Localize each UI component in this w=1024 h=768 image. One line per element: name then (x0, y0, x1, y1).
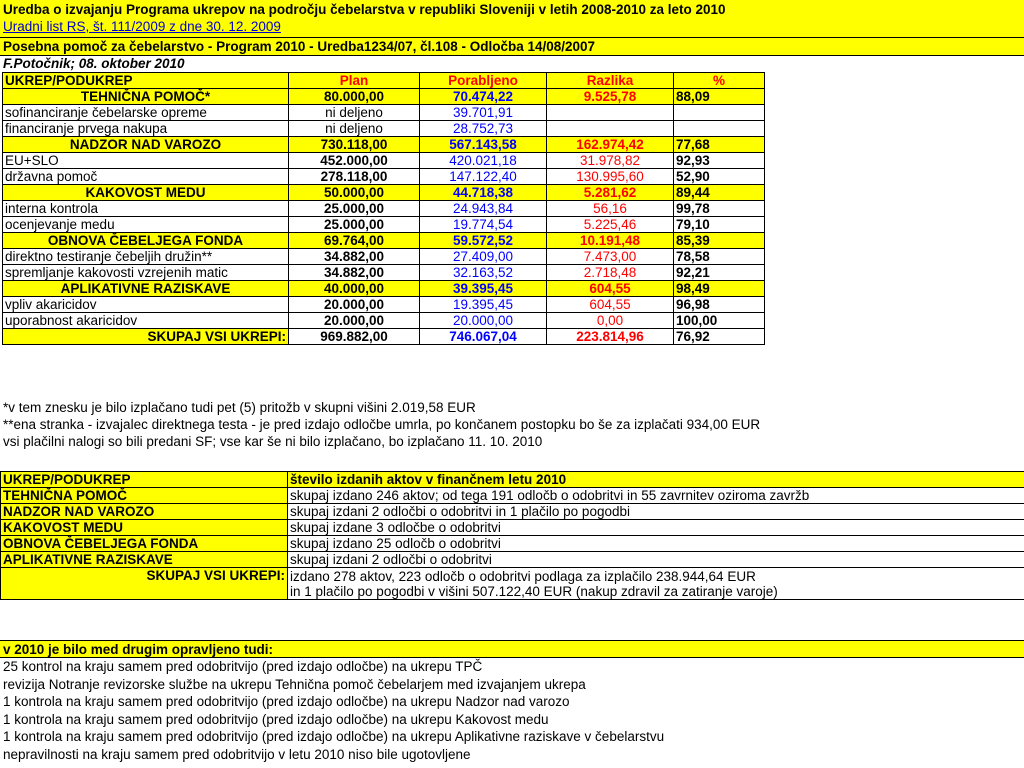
plan-cell: 34.882,00 (289, 265, 420, 281)
acts-total-text (288, 568, 1024, 600)
acts-row (1, 552, 1024, 568)
acts-table (0, 471, 1024, 600)
table-row (3, 169, 765, 185)
measure-name: TEHNIČNA POMOČ* (3, 89, 289, 105)
measure-name: NADZOR NAD VAROZO (1, 504, 288, 520)
table-row (3, 105, 765, 121)
plan-cell: 730.118,00 (289, 137, 420, 153)
table-row (3, 153, 765, 169)
pct-cell (674, 105, 765, 121)
used-cell: 32.163,52 (420, 265, 547, 281)
plan-cell: 80.000,00 (289, 89, 420, 105)
diff-cell: 31.978,82 (547, 153, 674, 169)
measure-name: APLIKATIVNE RAZISKAVE (1, 552, 288, 568)
activity-line: 1 kontrola na kraju samem pred odobritvijo (pred izdajo odločbe) na ukrepu Kakovost medu (3, 711, 549, 727)
submeasure-name: spremljanje kakovosti vzrejenih matic (3, 265, 289, 281)
plan-cell: 34.882,00 (289, 249, 420, 265)
official-gazette-link[interactable]: Uradni list RS, št. 111/2009 z dne 30. 12. 2009 (3, 19, 281, 34)
table-row (3, 249, 765, 265)
acts-total-line: in 1 plačilo po pogodbi v višini 507.122,40 EUR (nakup zdravil za zatiranje varoje) (290, 583, 778, 599)
used-cell: 44.718,38 (420, 185, 547, 201)
measure-name: OBNOVA ČEBELJEGA FONDA (3, 233, 289, 249)
acts-row (1, 488, 1024, 504)
measure-name: KAKOVOST MEDU (3, 185, 289, 201)
program-band (0, 38, 1024, 56)
activity-line: 25 kontrol na kraju samem pred odobritvijo (pred izdajo odločbe) na ukrepu TPČ (3, 659, 483, 674)
pct-cell: 96,98 (674, 297, 765, 313)
pct-cell (674, 121, 765, 137)
header-cell: UKREP/PODUKREP (1, 472, 288, 488)
pct-cell: 77,68 (674, 137, 765, 153)
diff-cell: 7.473,00 (547, 249, 674, 265)
acts-header-row (1, 472, 1024, 488)
pct-cell: 98,49 (674, 281, 765, 297)
program-subtitle: Posebna pomoč za čebelarstvo - Program 2010 - Uredba1234/07, čl.108 - Odločba 14/08/2007 (3, 39, 596, 54)
header-cell: Porabljeno (420, 73, 547, 89)
pct-cell: 52,90 (674, 169, 765, 185)
submeasure-name: uporabnost akaricidov (3, 313, 289, 329)
acts-text: skupaj izdano 25 odločb o odobritvi (288, 536, 1024, 552)
table-row (3, 233, 765, 249)
diff-cell: 2.718,48 (547, 265, 674, 281)
diff-cell: 56,16 (547, 201, 674, 217)
measure-name: NADZOR NAD VAROZO (3, 137, 289, 153)
diff-cell: 162.974,42 (547, 137, 674, 153)
acts-text: skupaj izdano 246 aktov; od tega 191 odločb o odobritvi in 55 zavrnitev oziroma zavržb (288, 488, 1024, 504)
acts-row (1, 536, 1024, 552)
pct-cell: 99,78 (674, 201, 765, 217)
header-cell: UKREP/PODUKREP (3, 73, 289, 89)
used-cell: 28.752,73 (420, 121, 547, 137)
submeasure-name: sofinanciranje čebelarske opreme (3, 105, 289, 121)
plan-cell: 20.000,00 (289, 297, 420, 313)
section3-title: v 2010 je bilo med drugim opravljeno tudi: (3, 642, 274, 657)
diff-cell: 10.191,48 (547, 233, 674, 249)
pct-cell: 92,93 (674, 153, 765, 169)
submeasure-name: financiranje prvega nakupa (3, 121, 289, 137)
used-cell: 746.067,04 (420, 329, 547, 345)
table-header-row (3, 73, 765, 89)
plan-cell: ni deljeno (289, 121, 420, 137)
footnote-2: **ena stranka - izvajalec direktnega testa - je pred izdajo odločbe umrla, po končanem postopku bo še za izplačati 934,00 EUR (3, 417, 761, 432)
measure-name: APLIKATIVNE RAZISKAVE (3, 281, 289, 297)
diff-cell: 604,55 (547, 297, 674, 313)
submeasure-name: interna kontrola (3, 201, 289, 217)
table-row (3, 89, 765, 105)
plan-cell: ni deljeno (289, 105, 420, 121)
table-row (3, 265, 765, 281)
pct-cell: 76,92 (674, 329, 765, 345)
total-label: SKUPAJ VSI UKREPI: (3, 329, 289, 345)
acts-total-row (1, 568, 1024, 600)
used-cell: 70.474,22 (420, 89, 547, 105)
measure-name: OBNOVA ČEBELJEGA FONDA (1, 536, 288, 552)
diff-cell (547, 105, 674, 121)
table-row (3, 297, 765, 313)
pct-cell: 100,00 (674, 313, 765, 329)
used-cell: 20.000,00 (420, 313, 547, 329)
table-row (3, 137, 765, 153)
table-row (3, 329, 765, 345)
diff-cell: 5.281,62 (547, 185, 674, 201)
header-cell: število izdanih aktov v finančnem letu 2010 (288, 472, 1024, 488)
table-row (3, 217, 765, 233)
header-cell: Plan (289, 73, 420, 89)
used-cell: 39.701,91 (420, 105, 547, 121)
measure-name: KAKOVOST MEDU (1, 520, 288, 536)
header-cell: Razlika (547, 73, 674, 89)
submeasure-name: EU+SLO (3, 153, 289, 169)
diff-cell: 9.525,78 (547, 89, 674, 105)
header-band (0, 0, 1024, 38)
acts-total-line: izdano 278 aktov, 223 odločb o odobritvi podlaga za izplačilo 238.944,64 EUR (290, 568, 756, 584)
pct-cell: 88,09 (674, 89, 765, 105)
used-cell: 27.409,00 (420, 249, 547, 265)
plan-cell: 969.882,00 (289, 329, 420, 345)
plan-cell: 278.118,00 (289, 169, 420, 185)
activity-line: nepravilnosti na kraju samem pred odobritvijo v letu 2010 niso bile ugotovljene (3, 746, 471, 762)
plan-cell: 50.000,00 (289, 185, 420, 201)
diff-cell: 130.995,60 (547, 169, 674, 185)
footnote-1: *v tem znesku je bilo izplačano tudi pet (5) pritožb v skupni višini 2.019,58 EUR (3, 400, 476, 415)
acts-text: skupaj izdani 2 odločbi o odobritvi in 1 plačilo po pogodbi (288, 504, 1024, 520)
author-line: F.Potočnik; 08. oktober 2010 (3, 56, 185, 71)
pct-cell: 89,44 (674, 185, 765, 201)
table-row (3, 201, 765, 217)
header-cell: % (674, 73, 765, 89)
diff-cell: 0,00 (547, 313, 674, 329)
pct-cell: 92,21 (674, 265, 765, 281)
footnote-3: vsi plačilni nalogi so bili predani SF; vse kar še ni bilo izplačano, bo izplačano 11. 10. 2010 (3, 434, 543, 449)
activity-line: revizija Notranje revizorske službe na ukrepu Tehnična pomoč čebelarjem med izvajanjem ukrepa (3, 676, 586, 692)
used-cell: 19.774,54 (420, 217, 547, 233)
plan-cell: 25.000,00 (289, 217, 420, 233)
used-cell: 567.143,58 (420, 137, 547, 153)
used-cell: 39.395,45 (420, 281, 547, 297)
diff-cell (547, 121, 674, 137)
used-cell: 420.021,18 (420, 153, 547, 169)
plan-cell: 20.000,00 (289, 313, 420, 329)
plan-cell: 452.000,00 (289, 153, 420, 169)
submeasure-name: ocenjevanje medu (3, 217, 289, 233)
table-row (3, 185, 765, 201)
pct-cell: 78,58 (674, 249, 765, 265)
plan-cell: 25.000,00 (289, 201, 420, 217)
used-cell: 147.122,40 (420, 169, 547, 185)
acts-row (1, 520, 1024, 536)
diff-cell: 604,55 (547, 281, 674, 297)
plan-cell: 69.764,00 (289, 233, 420, 249)
diff-cell: 5.225,46 (547, 217, 674, 233)
acts-row (1, 504, 1024, 520)
activity-line: 1 kontrola na kraju samem pred odobritvijo (pred izdajo odločbe) na ukrepu Nadzor nad varozo (3, 694, 570, 709)
submeasure-name: vpliv akaricidov (3, 297, 289, 313)
diff-cell: 223.814,96 (547, 329, 674, 345)
table-row (3, 281, 765, 297)
activity-line: 1 kontrola na kraju samem pred odobritvijo (pred izdajo odločbe) na ukrepu Aplikativne raziskave v čebelarstvu (3, 729, 665, 744)
table-row (3, 313, 765, 329)
used-cell: 24.943,84 (420, 201, 547, 217)
pct-cell: 85,39 (674, 233, 765, 249)
acts-text: skupaj izdani 2 odločbi o odobritvi (288, 552, 1024, 568)
used-cell: 19.395,45 (420, 297, 547, 313)
acts-text: skupaj izdane 3 odločbe o odobritvi (288, 520, 1024, 536)
plan-cell: 40.000,00 (289, 281, 420, 297)
table-row (3, 121, 765, 137)
budget-table (2, 72, 765, 345)
section3-band (0, 640, 1024, 658)
submeasure-name: državna pomoč (3, 169, 289, 185)
doc-title: Uredba o izvajanju Programa ukrepov na področju čebelarstva v republiki Sloveniji v letih 2008-2010 za leto 2010 (3, 2, 726, 17)
submeasure-name: direktno testiranje čebeljih družin** (3, 249, 289, 265)
pct-cell: 79,10 (674, 217, 765, 233)
total-label: SKUPAJ VSI UKREPI: (1, 568, 288, 600)
measure-name: TEHNIČNA POMOČ (1, 488, 288, 504)
used-cell: 59.572,52 (420, 233, 547, 249)
